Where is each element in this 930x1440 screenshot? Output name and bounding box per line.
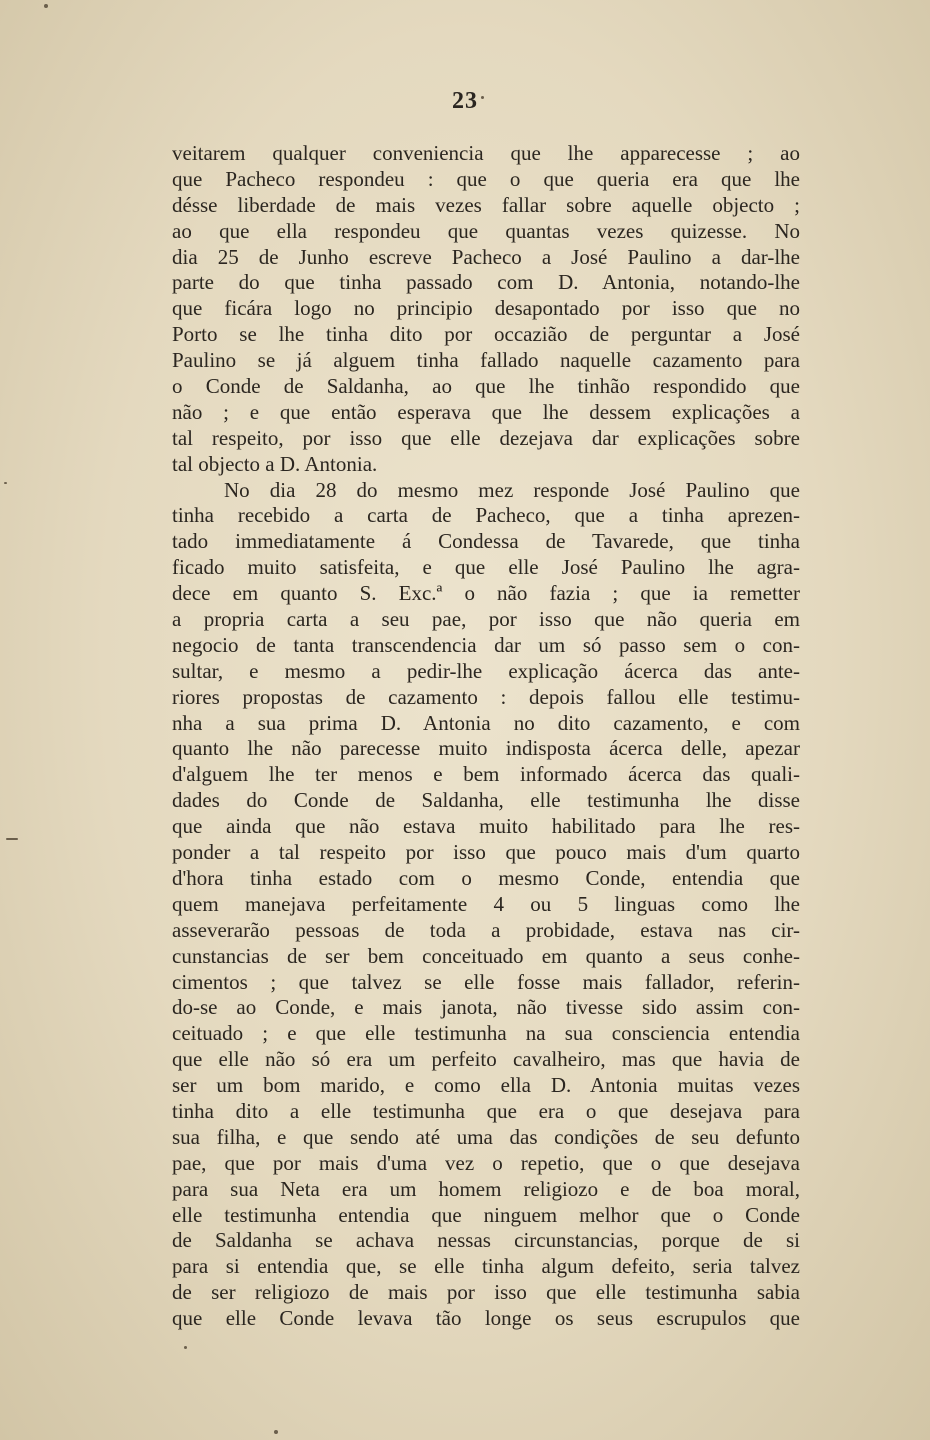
text-line: para si entendia que, se elle tinha algum defeito, seria talvez [172, 1254, 800, 1279]
text-line: ser um bom marido, e como ella D. Antonia muitas vezes [172, 1073, 800, 1098]
text-line: não ; e que então esperava que lhe dessem explicações a [172, 399, 800, 424]
text-line: sua filha, e que sendo até uma das condições de seu defunto [172, 1124, 800, 1149]
page-number: 23 [452, 88, 478, 114]
text-line: tinha recebido a carta de Pacheco, que a tinha aprezen- [172, 503, 800, 528]
text-line: ao que ella respondeu que quantas vezes quizesse. No [172, 218, 800, 243]
paragraph-start-line: No dia 28 do mesmo mez responde José Paulino que [224, 477, 800, 502]
text-line: nha a sua prima D. Antonia no dito cazamento, e com [172, 710, 800, 735]
text-line: asseverarão pessoas de toda a probidade, estava nas cir- [172, 917, 800, 942]
text-line: tinha dito a elle testimunha que era o que desejava para [172, 1098, 800, 1123]
text-line: elle testimunha entendia que ninguem melhor que o Conde [172, 1202, 800, 1227]
text-line: Paulino se já alguem tinha fallado naquelle cazamento para [172, 348, 800, 373]
text-line: que Pacheco respondeu : que o que queria era que lhe [172, 166, 800, 191]
text-line: riores propostas de cazamento : depois fallou elle testimu- [172, 684, 800, 709]
paragraph-end-line: tal objecto a D. Antonia. [172, 451, 378, 476]
text-line: pae, que por mais d'uma vez o repetio, que o que desejava [172, 1150, 800, 1175]
text-line: cunstancias de ser bem conceituado em quanto a seus conhe- [172, 943, 800, 968]
text-line: sultar, e mesmo a pedir-lhe explicação ácerca das ante- [172, 658, 800, 683]
body-text [172, 141, 800, 1332]
text-line: que elle não só era um perfeito cavalheiro, mas que havia de [172, 1047, 800, 1072]
text-line: para sua Neta era um homem religiozo e de boa moral, [172, 1176, 800, 1201]
text-line: que ficára logo no principio desapontado por isso que no [172, 296, 800, 321]
text-line: désse liberdade de mais vezes fallar sobre aquelle objecto ; [172, 192, 800, 217]
paper-speck [4, 482, 7, 484]
text-line: dia 25 de Junho escreve Pacheco a José Paulino a dar-lhe [172, 244, 800, 269]
text-line: veitarem qualquer conveniencia que lhe apparecesse ; ao [172, 141, 800, 165]
paper-speck [184, 1346, 187, 1349]
text-line: ceituado ; e que elle testimunha na sua consciencia entendia [172, 1021, 800, 1046]
paper-speck [274, 1430, 278, 1434]
paper-speck [44, 4, 48, 8]
text-line: ponder a tal respeito por isso que pouco mais d'um quarto [172, 840, 800, 865]
text-line: a propria carta a seu pae, por isso que não queria em [172, 607, 800, 632]
text-line: dece em quanto S. Exc.ª o não fazia ; que ia remetter [172, 581, 800, 606]
text-line: que elle Conde levava tão longe os seus escrupulos que [172, 1306, 800, 1331]
text-line: que ainda que não estava muito habilitado para lhe res- [172, 814, 800, 839]
text-line: cimentos ; que talvez se elle fosse mais fallador, referin- [172, 969, 800, 994]
text-line: tal respeito, por isso que elle dezejava dar explicações sobre [172, 425, 800, 450]
text-line: tado immediatamente á Condessa de Tavarede, que tinha [172, 529, 800, 554]
text-line: quem manejava perfeitamente 4 ou 5 linguas como lhe [172, 891, 800, 916]
text-line: d'alguem lhe ter menos e bem informado ácerca das quali- [172, 762, 800, 787]
text-line: o Conde de Saldanha, ao que lhe tinhão respondido que [172, 374, 800, 399]
text-line: d'hora tinha estado com o mesmo Conde, entendia que [172, 865, 800, 890]
text-line: negocio de tanta transcendencia dar um só passo sem o con- [172, 632, 800, 657]
text-line: Porto se lhe tinha dito por occazião de perguntar a José [172, 322, 800, 347]
text-line: dades do Conde de Saldanha, elle testimunha lhe disse [172, 788, 800, 813]
text-line: de Saldanha se achava nessas circunstancias, porque de si [172, 1228, 800, 1253]
text-line: de ser religiozo de mais por isso que elle testimunha sabia [172, 1280, 800, 1305]
text-line: parte do que tinha passado com D. Antonia, notando-lhe [172, 270, 800, 295]
text-line: do-se ao Conde, e mais janota, não tivesse sido assim con- [172, 995, 800, 1020]
paper-speck [6, 838, 18, 840]
text-line: quanto lhe não parecesse muito indisposta ácerca delle, apezar [172, 736, 800, 761]
text-line: ficado muito satisfeita, e que elle José Paulino lhe agra- [172, 555, 800, 580]
paper-speck [481, 96, 484, 99]
